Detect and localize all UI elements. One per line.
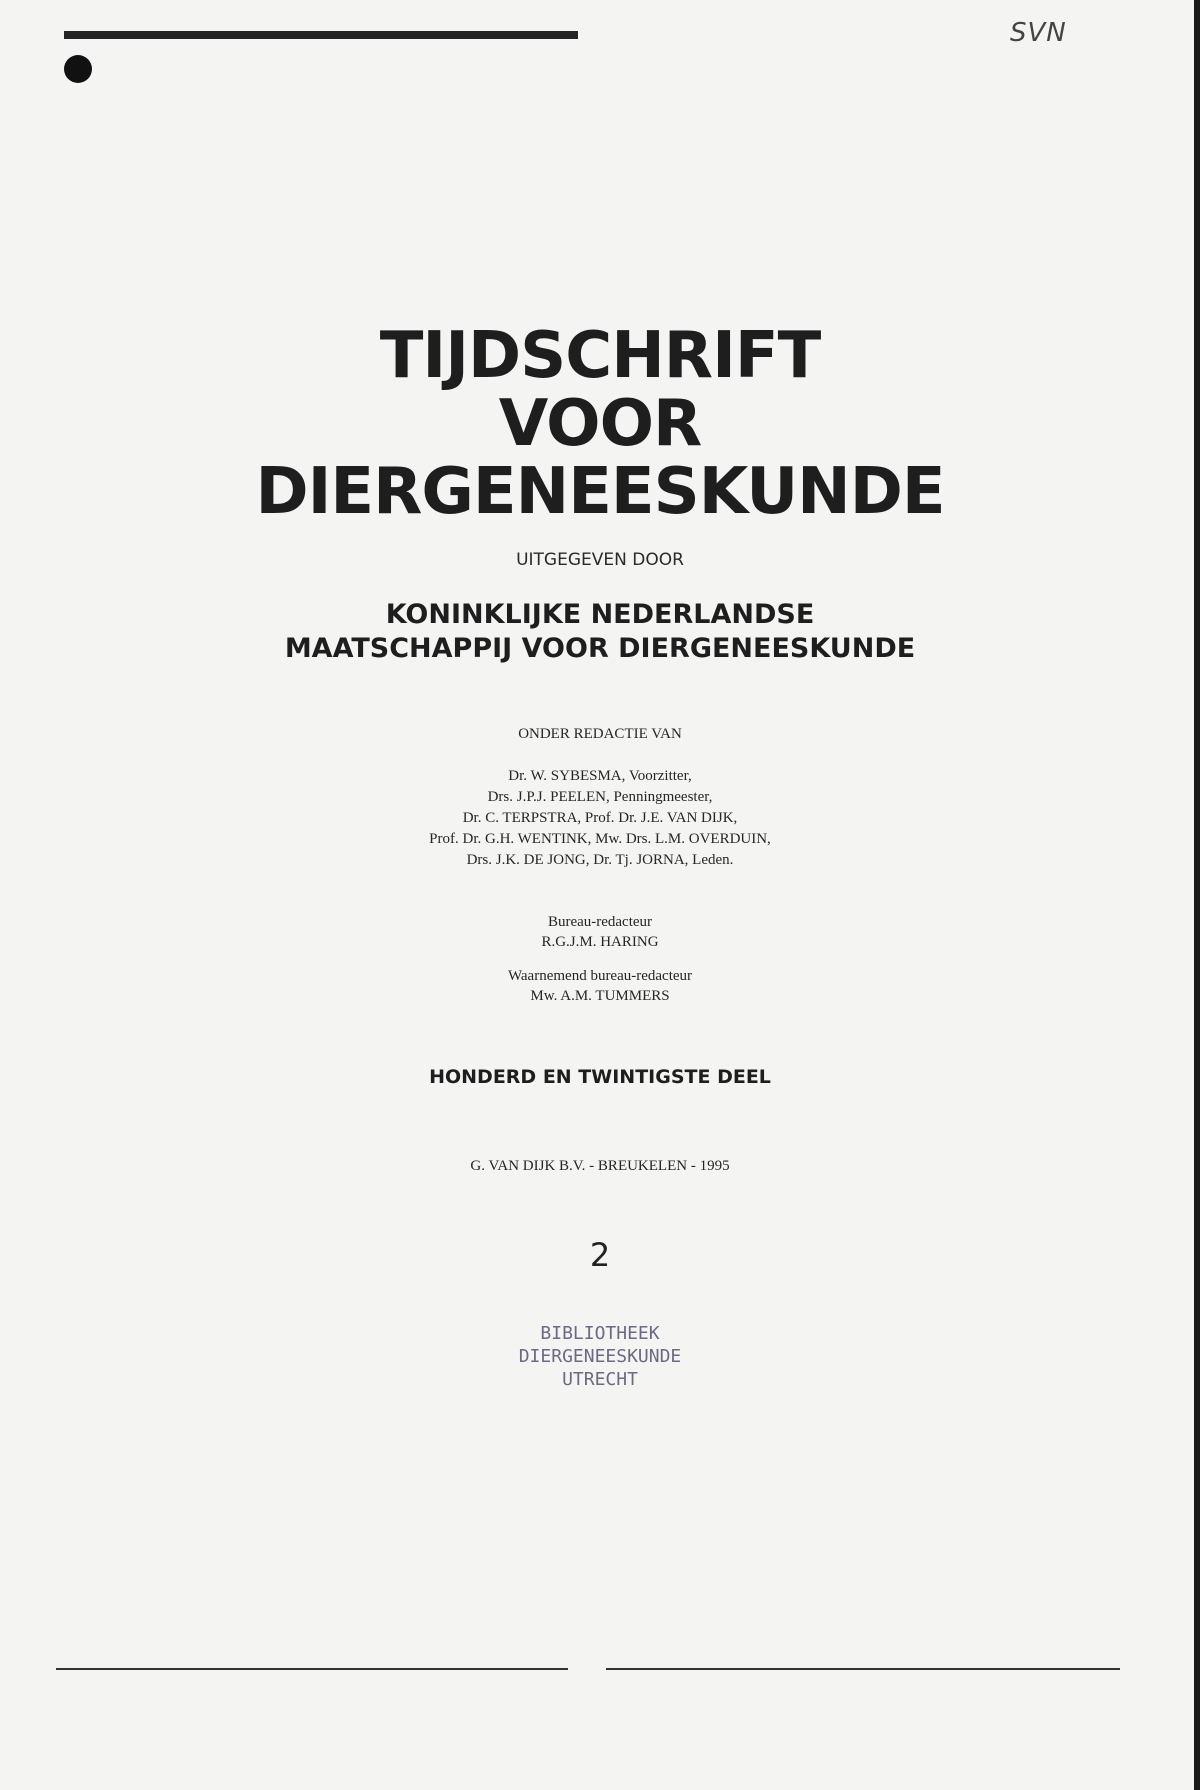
journal-title (0, 319, 1200, 529)
editorial-heading: ONDER REDACTIE VAN (518, 726, 682, 742)
editors-list (0, 766, 1200, 871)
editor-line: Prof. Dr. G.H. WENTINK, Mw. Drs. L.M. OVERDUIN, (429, 831, 771, 847)
page-edge-shadow (1194, 0, 1200, 1790)
publisher-line: MAATSCHAPPIJ VOOR DIERGENEESKUNDE (284, 633, 916, 664)
published-by-label: UITGEGEVEN DOOR (516, 550, 684, 570)
publisher-name (0, 598, 1200, 666)
acting-bureau-editor-name: Mw. A.M. TUMMERS (530, 988, 670, 1004)
bureau-editor (0, 912, 1200, 952)
journal-title-line: TIJDSCHRIFT (379, 319, 821, 393)
imprint: G. VAN DIJK B.V. - BREUKELEN - 1995 (470, 1158, 730, 1174)
editor-line: Dr. W. SYBESMA, Voorzitter, (508, 768, 692, 784)
handwritten-note: SVN (1010, 18, 1067, 48)
bureau-editor-role: Bureau-redacteur (547, 914, 653, 930)
bottom-rule-left (56, 1668, 568, 1670)
bureau-editor-name: R.G.J.M. HARING (541, 934, 659, 950)
journal-title-line: VOOR (498, 387, 702, 461)
acting-bureau-editor (0, 966, 1200, 1006)
acting-bureau-editor-role: Waarnemend bureau-redacteur (507, 968, 693, 984)
library-stamp-line: BIBLIOTHEEK (540, 1323, 660, 1344)
editor-line: Dr. C. TERPSTRA, Prof. Dr. J.E. VAN DIJK, (462, 810, 738, 826)
issue-number: 2 (589, 1236, 611, 1274)
volume-label: HONDERD EN TWINTIGSTE DEEL (429, 1066, 771, 1088)
punch-hole (64, 55, 92, 83)
editor-line: Drs. J.P.J. PEELEN, Penningmeester, (487, 789, 713, 805)
journal-title-line: DIERGENEESKUNDE (255, 455, 945, 529)
library-stamp (0, 1322, 1200, 1391)
library-stamp-line: DIERGENEESKUNDE (518, 1346, 682, 1367)
top-rule (64, 31, 578, 39)
library-stamp-line: UTRECHT (562, 1369, 638, 1390)
editor-line: Drs. J.K. DE JONG, Dr. Tj. JORNA, Leden. (466, 852, 734, 868)
bottom-rule-right (606, 1668, 1120, 1670)
publisher-line: KONINKLIJKE NEDERLANDSE (385, 599, 815, 630)
